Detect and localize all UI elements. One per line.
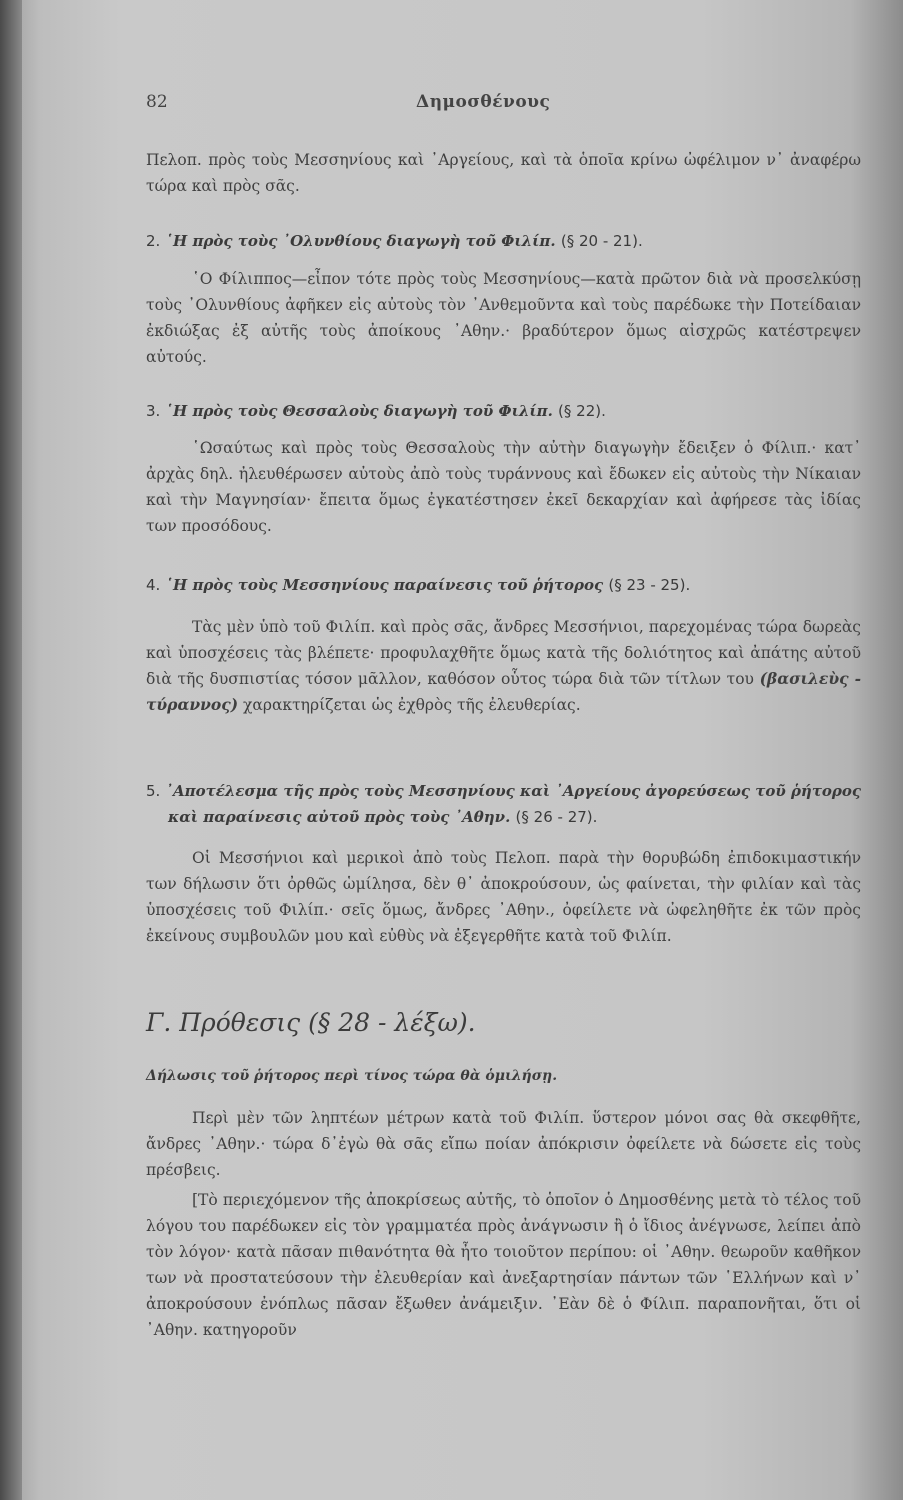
section-5-title: ᾽Αποτέλεσμα τῆς πρὸς τοὺς Μεσσηνίους καὶ ᾽Αργείους ἀγορεύσεως τοῦ ῥήτορος καὶ παραίνεσις αὐτοῦ πρὸς τοὺς ᾽Αθην. (165, 782, 862, 826)
section-3-heading (146, 398, 861, 424)
section-3-paragraph: ῾Ωσαύτως καὶ πρὸς τοὺς Θεσσαλοὺς τὴν αὐτὴν διαγωγὴν ἔδειξεν ὁ Φίλιπ.· κατ᾽ ἀρχὰς δηλ. ἠλευθέρωσεν αὐτοὺς ἀπὸ τοὺς τυράννους καὶ ἔδωκεν εἰς αὐτοὺς τὴν Νίκαιαν καὶ τὴν Μαγνησίαν· ἔπειτα ὅμως ἐγκατέστησεν ἐκεῖ δεκαρχίαν καὶ ἀφήρεσε τὰς ἰδίας των προσόδους. (146, 439, 861, 535)
running-head (146, 92, 861, 132)
section-3-number: 3. (146, 402, 161, 420)
section-4-title: ῾Η πρὸς τοὺς Μεσσηνίους παραίνεσις τοῦ ῥήτορος (165, 576, 604, 594)
section-g-paragraph-2: [Τὸ περιεχόμενον τῆς ἀποκρίσεως αὐτῆς, τὸ ὁποῖον ὁ Δημοσθένης μετὰ τὸ τέλος τοῦ λόγου του παρέδωκεν εἰς τὸν γραμματέα πρὸς ἀνάγνωσιν ἢ ὁ ἴδιος ἀνέγνωσε, λείπει ἀπὸ τὸν λόγον· κατὰ πᾶσαν πιθανότητα θὰ ἦτο τοιοῦτον περίπου: οἱ ᾽Αθην. θεωροῦν καθῆκον των νὰ προστατεύσουν τὴν ἐλευθερίαν καὶ ἀνεξαρτησίαν πάντων τῶν ῾Ελλήνων καὶ ν᾽ ἀποκρούσουν ἐνόπλως πᾶσαν ἔξωθεν ἀνάμειξιν. ᾽Εὰν δὲ ὁ Φίλιπ. παραπονῆται, ὅτι οἱ ᾽Αθην. κατηγοροῦν (146, 1191, 861, 1339)
page-gutter (0, 0, 22, 1500)
section-2-number: 2. (146, 232, 161, 250)
section-4-ref: (§ 23 - 25). (608, 576, 691, 594)
page-number: 82 (146, 92, 168, 112)
section-4-titles: (βασιλεὺς - τύραννος) (146, 669, 861, 714)
section-4-heading (146, 572, 861, 598)
intro-paragraph: Πελοπ. πρὸς τοὺς Μεσσηνίους καὶ ᾽Αργείους, καὶ τὰ ὁποῖα κρίνω ὠφέλιμον ν᾽ ἀναφέρω τώρα καὶ πρὸς σᾶς. (146, 151, 861, 195)
section-2-paragraph: ῾Ο Φίλιππος—εἶπον τότε πρὸς τοὺς Μεσσηνίους—κατὰ πρῶτον διὰ νὰ προσελκύσῃ τοὺς ᾽Ολυνθίους ἀφῆκεν εἰς αὐτοὺς τὸν ᾽Ανθεμοῦντα καὶ τοὺς παρέδωκε τὴν Ποτείδαιαν ἐκδιώξας ἐξ αὐτῆς τοὺς ἀποίκους ᾽Αθην.· βραδύτερον ὅμως αἰσχρῶς κατέστρεψεν αὐτούς. (146, 270, 861, 366)
section-g-title: Γ. Πρόθεσις (§ 28 - λέξω). (146, 1008, 476, 1037)
section-g-subheading: Δήλωσις τοῦ ῥήτορος περὶ τίνος τώρα θὰ ὁμιλήσῃ. (146, 1068, 558, 1084)
section-2-heading (146, 228, 861, 254)
section-4-number: 4. (146, 576, 161, 594)
section-g-paragraph-1: Περὶ μὲν τῶν ληπτέων μέτρων κατὰ τοῦ Φιλίπ. ὕστερον μόνοι σας θὰ σκεφθῆτε, ἄνδρες ᾽Αθην.· τώρα δ᾽ἐγὼ θὰ σᾶς εἴπω ποίαν ἀπόκρισιν ὀφείλετε νὰ δώσετε εἰς τοὺς πρέσβεις. (146, 1109, 861, 1179)
section-5-number: 5. (146, 782, 161, 800)
section-3-title: ῾Η πρὸς τοὺς Θεσσαλοὺς διαγωγὴ τοῦ Φιλίπ. (165, 402, 553, 420)
section-4-text-b: χαρακτηρίζεται ὡς ἐχθρὸς τῆς ἐλευθερίας. (242, 696, 581, 714)
running-head-title: Δημοσθένους (416, 92, 551, 112)
section-4-paragraph (146, 614, 861, 718)
section-2-ref: (§ 20 - 21). (560, 232, 643, 250)
section-5-paragraph: Οἱ Μεσσήνιοι καὶ μερικοὶ ἀπὸ τοὺς Πελοπ. παρὰ τὴν θορυβώδη ἐπιδοκιμαστικήν των δήλωσιν ὅτι ὀρθῶς ὡμίλησα, δὲν θ᾽ ἀποκρούσουν, ὡς φαίνεται, τὴν φιλίαν καὶ τὰς ὑποσχέσεις τοῦ Φιλίπ.· σεῖς ὅμως, ἄνδρες ᾽Αθην., ὀφείλετε νὰ ὠφεληθῆτε ἐκ τῶν πρὸς ἐκείνους συμβουλῶν μου καὶ εὐθὺς νὰ ἐξεγερθῆτε κατὰ τοῦ Φιλίπ. (146, 849, 861, 945)
section-3-ref: (§ 22). (558, 402, 606, 420)
section-5-ref: (§ 26 - 27). (515, 808, 598, 826)
section-5-heading (146, 778, 883, 830)
section-2-title: ῾Η πρὸς τοὺς ᾽Ολυνθίους διαγωγὴ τοῦ Φιλίπ. (165, 232, 556, 250)
section-4-text-a: Τὰς μὲν ὑπὸ τοῦ Φιλίπ. καὶ πρὸς σᾶς, ἄνδρες Μεσσήνιοι, παρεχομένας τώρα δωρεὰς καὶ ὑποσχέσεις τὰς βλέπετε· προφυλαχθῆτε ὅμως κατὰ τῆς δολιότητος καὶ ἀπάτης αὐτοῦ διὰ τῆς δυσπιστίας τόσον μᾶλλον, καθόσον οὗτος τώρα διὰ τῶν τίτλων του (146, 618, 861, 688)
